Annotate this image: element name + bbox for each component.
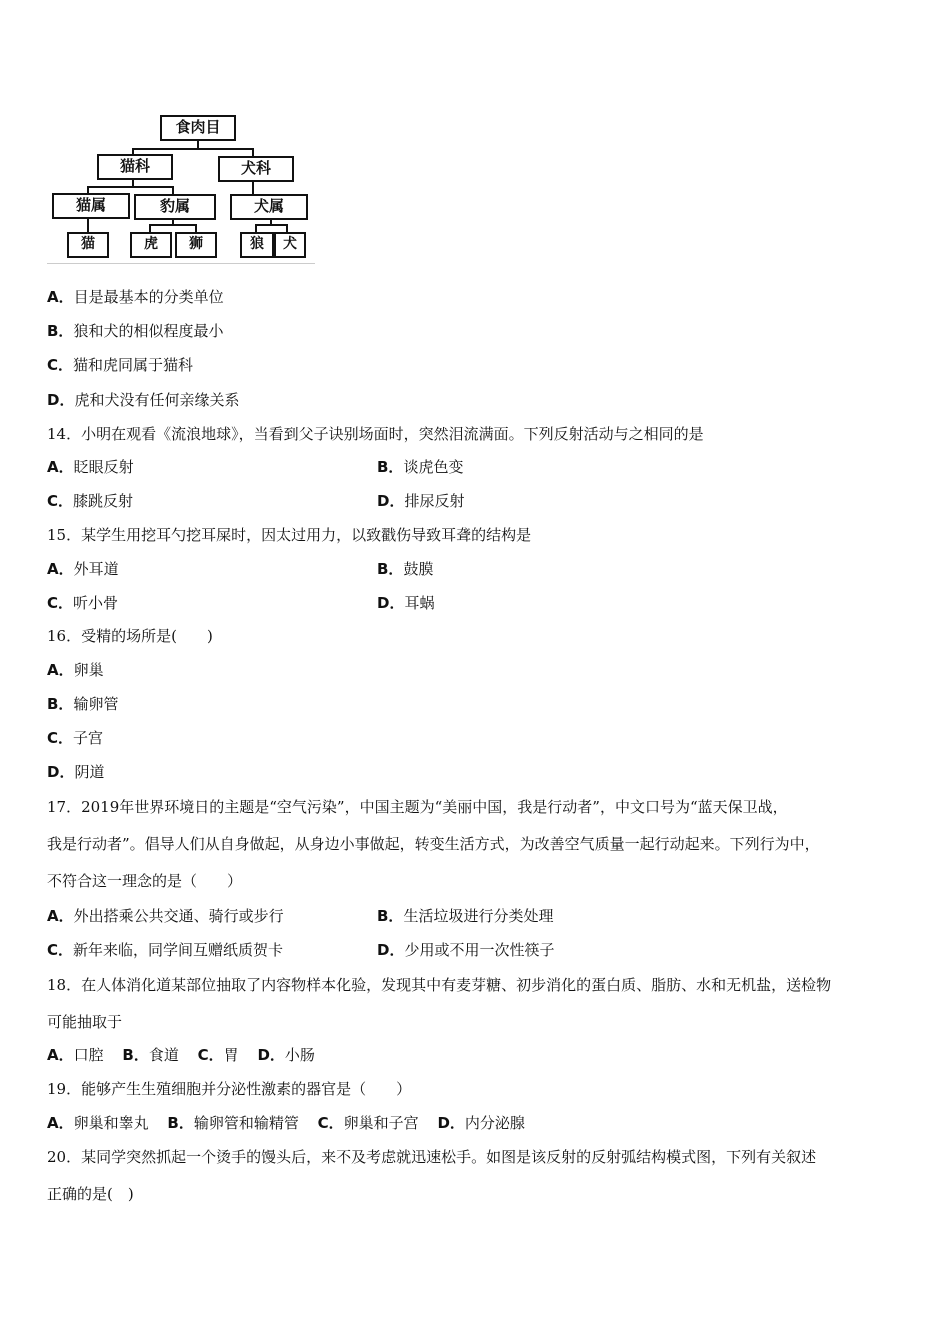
q14-option-c: C．膝跳反射 xyxy=(47,492,134,510)
q15-option-a: A．外耳道 xyxy=(47,560,119,578)
q18-options: A．口腔 B．食道 C．胃 D．小肠 xyxy=(47,1046,315,1064)
q17-option-b: B．生活垃圾进行分类处理 xyxy=(377,907,554,925)
q16-option-c: C．子宫 xyxy=(47,729,104,747)
q15-option-c: C．听小骨 xyxy=(47,594,119,612)
tree-species-wolf: 狼 xyxy=(240,232,274,258)
tree-genus-felis-node: 猫属 xyxy=(52,193,130,219)
q18-stem-line2: 可能抽取于 xyxy=(47,1013,123,1031)
q16-option-d: D．阴道 xyxy=(47,763,105,781)
q19-options: A．卵巢和睾丸 B．输卵管和输精管 C．卵巢和子宫 D．内分泌腺 xyxy=(47,1114,525,1132)
tree-species-lion: 狮 xyxy=(175,232,217,258)
q14-option-d: D．排尿反射 xyxy=(377,492,465,510)
q17-stem-line3: 不符合这一理念的是（ ） xyxy=(47,872,243,890)
tree-order-node: 食肉目 xyxy=(160,115,236,141)
tree-genus-panthera-node: 豹属 xyxy=(134,194,216,220)
tree-family-canidae-node: 犬科 xyxy=(218,156,294,182)
q17-stem-line1: 17．2019年世界环境日的主题是“空气污染”，中国主题为“美丽中国，我是行动者”，中文口号为“蓝天保卫战， xyxy=(47,798,788,816)
tree-species-tiger: 虎 xyxy=(130,232,172,258)
q15-option-d: D．耳蜗 xyxy=(377,594,435,612)
tree-family-felidae-node: 猫科 xyxy=(97,154,173,180)
q20-stem-line1: 20．某同学突然抓起一个烫手的馒头后，来不及考虑就迅速松手。如图是该反射的反射弧结构模式图，下列有关叙述 xyxy=(47,1148,817,1166)
q17-option-c: C．新年来临，同学间互赠纸质贺卡 xyxy=(47,941,284,959)
q14-option-b: B．谈虎色变 xyxy=(377,458,464,476)
q20-stem-line2: 正确的是( ) xyxy=(47,1185,134,1203)
q16-stem: 16．受精的场所是( ) xyxy=(47,627,213,645)
q16-option-b: B．输卵管 xyxy=(47,695,119,713)
q13-option-d: D．虎和犬没有任何亲缘关系 xyxy=(47,391,240,409)
tree-species-dog: 犬 xyxy=(274,232,306,258)
q17-option-d: D．少用或不用一次性筷子 xyxy=(377,941,555,959)
q15-stem: 15．某学生用挖耳勺挖耳屎时，因太过用力，以致戳伤导致耳聋的结构是 xyxy=(47,526,532,544)
q13-option-b: B．狼和犬的相似程度最小 xyxy=(47,322,224,340)
q17-stem-line2: 我是行动者”。倡导人们从自身做起，从身边小事做起，转变生活方式，为改善空气质量一起行动起来。下列行为中， xyxy=(47,835,820,853)
tree-genus-canis-node: 犬属 xyxy=(230,194,308,220)
q13-option-c: C．猫和虎同属于猫科 xyxy=(47,356,194,374)
q13-option-a: A．目是最基本的分类单位 xyxy=(47,288,224,306)
q15-option-b: B．鼓膜 xyxy=(377,560,434,578)
q16-option-a: A．卵巢 xyxy=(47,661,104,679)
tree-species-cat: 猫 xyxy=(67,232,109,258)
q19-stem: 19．能够产生生殖细胞并分泌性激素的器官是（ ） xyxy=(47,1080,412,1098)
classification-tree-diagram xyxy=(47,110,317,265)
q18-stem-line1: 18．在人体消化道某部位抽取了内容物样本化验，发现其中有麦芽糖、初步消化的蛋白质、脂肪、水和无机盐，送检物 xyxy=(47,976,832,994)
q17-option-a: A．外出搭乘公共交通、骑行或步行 xyxy=(47,907,284,925)
q14-option-a: A．眨眼反射 xyxy=(47,458,134,476)
q14-stem: 14．小明在观看《流浪地球》，当看到父子诀别场面时，突然泪流满面。下列反射活动与之相同的是 xyxy=(47,425,704,443)
